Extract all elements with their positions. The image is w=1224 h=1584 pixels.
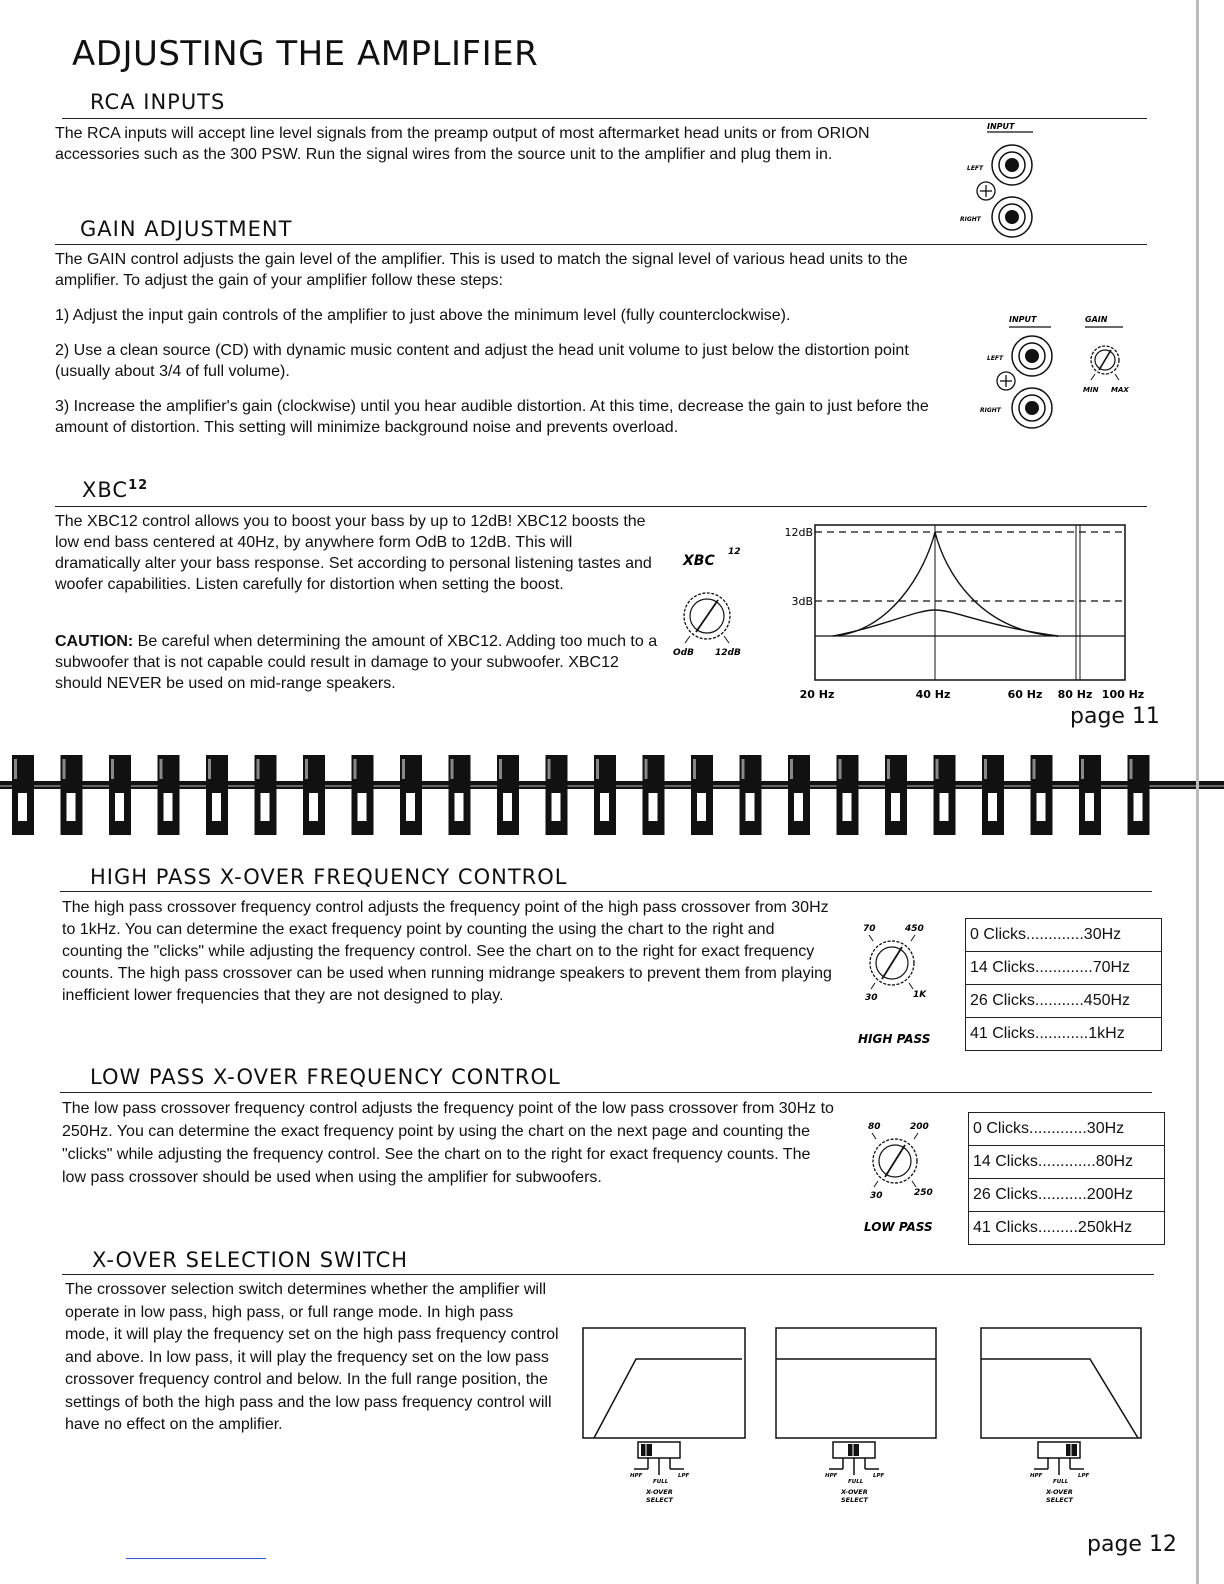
section-divider (62, 1274, 1154, 1275)
binding-ring-shine (936, 759, 939, 779)
gain-controls-figure (975, 305, 1145, 435)
table-row (969, 1146, 1165, 1179)
right-rca-jack-icon (992, 197, 1032, 237)
gain-intro-text: The GAIN control adjusts the gain level of the amplifier. This is used to match the signal level of various head units to the amplifier. To adjust the gain of your amplifier follow these steps: (55, 251, 908, 289)
binding-ring-hole (212, 793, 221, 821)
binding-ring-hole (1085, 793, 1094, 821)
high-pass-text: The high pass crossover frequency control adjusts the frequency point of the high pass crossover from 30Hz to 1kHz. You can determine the exact frequency point by counting the using the chart to the right and counting the "clicks" while adjusting the frequency control. See the chart on to the right for exact frequency counts. The high pass crossover can be used when running midrange speakers to prevent them from playing inefficient lower frequencies that they are not designed to play. (62, 899, 832, 1004)
binding-ring-hole (115, 793, 124, 821)
binding-ring-shine (402, 759, 405, 779)
x-tick-label: 100 Hz (1101, 688, 1145, 701)
binding-ring-hole (552, 793, 561, 821)
xover-switch-icon-hpf (634, 1442, 684, 1475)
ground-screw-icon (997, 372, 1015, 390)
xbc-heading-text: XBC (82, 478, 129, 502)
binding-ring-shine (1081, 759, 1084, 779)
xbc-min-label: OdB (673, 648, 694, 658)
gain-label: GAIN (1085, 315, 1108, 324)
xover-switch-icon-full (829, 1442, 879, 1475)
gain-step-2: 2) Use a clean source (CD) with dynamic music content and adjust the head unit volume to just below the distortion point (usually about 3/4 of full volume). (55, 342, 909, 380)
xbc-knob-icon (684, 593, 730, 643)
low-pass-text: The low pass crossover frequency control adjusts the frequency point of the low pass crossover from 30Hz to 250Hz. You can determine the exact frequency point by using the chart on the next page and counting the "clicks" while adjusting the frequency control. See the chart on to the right for exact frequency counts. The low pass crossover should be used when using the amplifier for subwoofers. (62, 1100, 834, 1186)
high-pass-knob-figure (855, 915, 950, 1050)
gain-knob-icon (1091, 346, 1119, 380)
left-label: LEFT (987, 355, 1004, 362)
binding-ring-shine (645, 759, 648, 779)
binding-ring-hole (503, 793, 512, 821)
binding-ring-hole (746, 793, 755, 821)
table-row (966, 1018, 1162, 1051)
caution-text: Be careful when determining the amount of XBC12. Adding too much to a subwoofer that is not capable could result in damage to your subwoofer. XBC12 should NEVER be used on mid-range speakers. (55, 633, 658, 692)
hp-tl-label: 70 (863, 924, 876, 934)
xbc-caution (55, 631, 660, 694)
binding-ring-shine (354, 759, 357, 779)
chart-series-2 (833, 610, 1058, 636)
max-label: MAX (1111, 386, 1129, 394)
high-pass-caption: HIGH PASS (858, 1032, 931, 1046)
hpf-label: HPF (825, 1473, 838, 1479)
binding-ring-hole (455, 793, 464, 821)
low-pass-clicks-table (968, 1112, 1165, 1245)
hp-tr-label: 450 (905, 924, 924, 934)
binding-ring-hole (261, 793, 270, 821)
gain-step-1: 1) Adjust the input gain controls of the amplifier to just above the minimum level (fully counterclockwise). (55, 307, 791, 324)
rca-inputs-text: The RCA inputs will accept line level signals from the preamp output of most aftermarket head units or from ORION accessories such as the 300 PSW. Run the signal wires from the source unit to the amplifier and plug them in. (55, 125, 870, 163)
x-tick-label: 20 Hz (799, 688, 835, 701)
xover-switch-icon-lpf (1034, 1442, 1084, 1475)
gain-step-3: 3) Increase the amplifier's gain (clockwise) until you hear audible distortion. At this time, decrease the gain to just before the amount of distortion. This setting will minimize background noise and prevents overload. (55, 398, 929, 436)
lp-graph-frame (981, 1328, 1141, 1438)
xbc-heading-sup: 12 (128, 478, 149, 493)
section-divider (55, 506, 1147, 507)
hp-bl-label: 30 (865, 993, 878, 1003)
binding-ring-shine (257, 759, 260, 779)
binding-ring-hole (164, 793, 173, 821)
binding-ring-shine (887, 759, 890, 779)
binding-ring-shine (451, 759, 454, 779)
binding-ring-shine (548, 759, 551, 779)
binding-ring-hole (843, 793, 852, 821)
xover-switch-heading: X-OVER SELECTION SWITCH (92, 1248, 409, 1272)
right-rca-jack-icon (1012, 388, 1052, 428)
xover-low-pass-figure (978, 1325, 1148, 1510)
rca-inputs-heading: RCA INPUTS (90, 90, 226, 114)
x-tick-label: 60 Hz (1007, 688, 1043, 701)
binding-ring-hole (309, 793, 318, 821)
high-pass-knob-icon (869, 935, 915, 989)
scan-edge (1196, 0, 1199, 1584)
low-pass-knob-figure (858, 1113, 953, 1243)
hp-response-curve (594, 1359, 742, 1438)
xbc-knob-figure (665, 540, 765, 665)
binding-ring-shine (984, 759, 987, 779)
full-label: FULL (653, 1479, 669, 1485)
binding-ring-shine (693, 759, 696, 779)
section-divider (60, 1092, 1152, 1093)
binding-ring-hole (988, 793, 997, 821)
xbc-description: The XBC12 control allows you to boost your bass by up to 12dB! XBC12 boosts the low end bass centered at 40Hz, by anywhere form OdB to 12dB. This will dramatically alter your bass response. Set according to personal listening tastes and woofer capabilities. Listen carefully for distortion when setting the boost. (55, 513, 652, 593)
high-pass-clicks-table (965, 918, 1162, 1051)
lpf-label: LPF (1078, 1473, 1090, 1479)
xover-full-range-figure (773, 1325, 943, 1510)
lp-response-curve (981, 1359, 1138, 1438)
hpf-label: HPF (630, 1473, 643, 1479)
select-label: SELECT (1046, 1496, 1073, 1504)
binding-ring-shine (208, 759, 211, 779)
section-divider (55, 244, 1147, 245)
xbc-response-chart (775, 515, 1160, 705)
y-tick-label: 3dB (791, 595, 813, 608)
click-cell: 0 Clicks.............30Hz (969, 1113, 1165, 1146)
binding-ring-hole (649, 793, 658, 821)
full-graph-frame (776, 1328, 936, 1438)
lpf-label: LPF (678, 1473, 690, 1479)
gain-adjustment-heading: GAIN ADJUSTMENT (80, 217, 293, 241)
lp-tr-label: 200 (910, 1122, 929, 1132)
lp-tl-label: 80 (868, 1122, 881, 1132)
binding-ring-hole (940, 793, 949, 821)
click-cell: 0 Clicks.............30Hz (966, 919, 1162, 952)
hp-br-label: 1K (913, 990, 927, 1000)
click-cell: 14 Clicks.............70Hz (966, 952, 1162, 985)
lp-br-label: 250 (914, 1188, 933, 1198)
xover-label: X-OVER (841, 1488, 868, 1496)
xbc-heading (82, 478, 148, 502)
xbc-knob-label: XBC (683, 553, 715, 569)
hp-graph-frame (583, 1328, 745, 1438)
low-pass-caption: LOW PASS (864, 1220, 933, 1234)
binding-ring-hole (1134, 793, 1143, 821)
binding-ring-shine (1130, 759, 1133, 779)
click-cell: 41 Clicks.........250kHz (969, 1212, 1165, 1245)
chart-frame (815, 525, 1125, 680)
binding-ring-shine (160, 759, 163, 779)
binding-ring-hole (600, 793, 609, 821)
binding-ring-shine (499, 759, 502, 779)
page-title: ADJUSTING THE AMPLIFIER (72, 34, 539, 74)
table-row (966, 919, 1162, 952)
page-number-bottom: page 12 (1087, 1532, 1177, 1557)
xbc-max-label: 12dB (715, 648, 741, 658)
full-label: FULL (1053, 1479, 1069, 1485)
binding-ring-shine (596, 759, 599, 779)
xbc-knob-sup: 12 (728, 547, 741, 557)
binding-ring-hole (406, 793, 415, 821)
xover-high-pass-figure (580, 1325, 750, 1510)
table-row (969, 1179, 1165, 1212)
table-row (966, 985, 1162, 1018)
xover-label: X-OVER (1046, 1488, 1073, 1496)
full-label: FULL (848, 1479, 864, 1485)
binding-ring-shine (839, 759, 842, 779)
left-rca-jack-icon (992, 145, 1032, 185)
xover-switch-text: The crossover selection switch determines whether the amplifier will operate in low pass, high pass, or full range mode. In high pass mode, it will play the frequency set on the high pass frequency control and above. In low pass, it will play the frequency set on the low pass crossover frequency control and below. In the full range position, the settings of both the high pass and the low pass frequency control will have no effect on the amplifier. (65, 1281, 559, 1433)
binding-ring-hole (358, 793, 367, 821)
left-rca-jack-icon (1012, 336, 1052, 376)
click-cell: 26 Clicks...........200Hz (969, 1179, 1165, 1212)
ground-screw-icon (977, 182, 995, 200)
table-row (969, 1113, 1165, 1146)
input-label: INPUT (1009, 315, 1037, 324)
right-label: RIGHT (980, 407, 1001, 414)
binding-ring-shine (305, 759, 308, 779)
hpf-label: HPF (1030, 1473, 1043, 1479)
page-number-top: page 11 (1070, 704, 1160, 729)
binding-ring-shine (1033, 759, 1036, 779)
x-tick-label: 80 Hz (1057, 688, 1093, 701)
binding-ring-hole (67, 793, 76, 821)
select-label: SELECT (841, 1496, 868, 1504)
binding-ring-shine (14, 759, 17, 779)
low-pass-knob-icon (872, 1133, 918, 1187)
binding-ring-hole (1037, 793, 1046, 821)
y-tick-label: 12dB (784, 526, 813, 539)
footer-underline (126, 1558, 266, 1559)
input-label: INPUT (987, 122, 1015, 131)
click-cell: 41 Clicks............1kHz (966, 1018, 1162, 1051)
right-label: RIGHT (960, 216, 981, 223)
low-pass-heading: LOW PASS X-OVER FREQUENCY CONTROL (90, 1065, 561, 1089)
high-pass-heading: HIGH PASS X-OVER FREQUENCY CONTROL (90, 865, 568, 889)
lp-bl-label: 30 (870, 1191, 883, 1201)
select-label: SELECT (646, 1496, 673, 1504)
xover-label: X-OVER (646, 1488, 673, 1496)
binding-ring-hole (891, 793, 900, 821)
binding-ring-shine (790, 759, 793, 779)
binding-ring-hole (794, 793, 803, 821)
min-label: MIN (1083, 386, 1099, 394)
section-divider (60, 891, 1152, 892)
lpf-label: LPF (873, 1473, 885, 1479)
binding-ring-hole (18, 793, 27, 821)
binding-ring-hole (697, 793, 706, 821)
chart-series-1 (833, 532, 1058, 636)
left-label: LEFT (967, 165, 984, 172)
table-row (966, 952, 1162, 985)
x-tick-label: 40 Hz (915, 688, 951, 701)
click-cell: 26 Clicks...........450Hz (966, 985, 1162, 1018)
binding-ring-shine (742, 759, 745, 779)
caution-label: CAUTION: (55, 633, 134, 650)
binding-ring-shine (111, 759, 114, 779)
binding-ring-shine (63, 759, 66, 779)
click-cell: 14 Clicks.............80Hz (969, 1146, 1165, 1179)
rca-input-jacks-figure (955, 118, 1045, 243)
spiral-binding-strip (0, 755, 1224, 840)
table-row (969, 1212, 1165, 1245)
